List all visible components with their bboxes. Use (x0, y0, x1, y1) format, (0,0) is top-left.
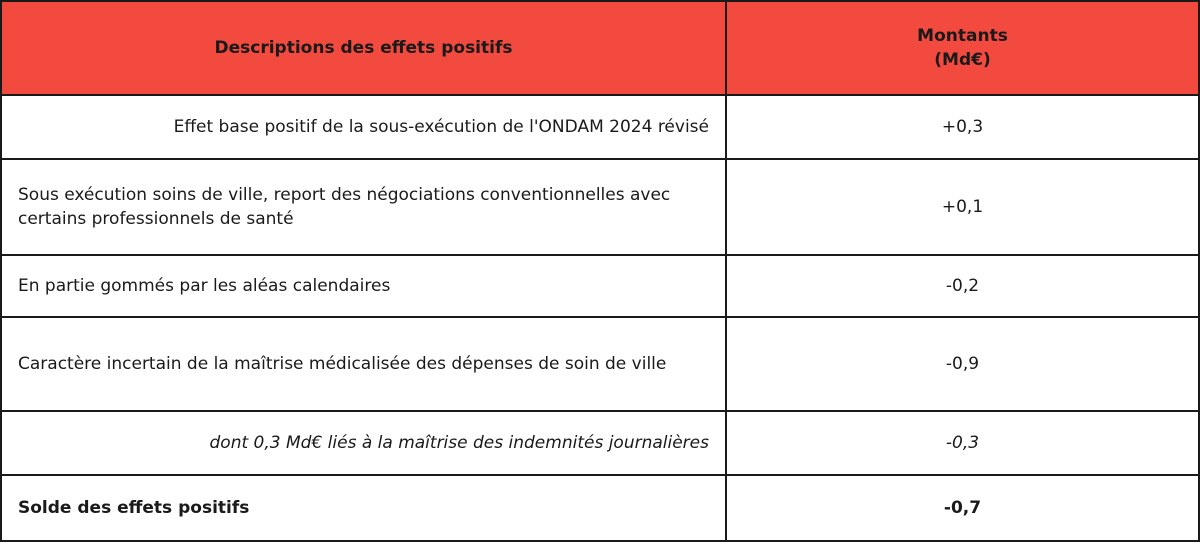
row-amount: -0,9 (726, 317, 1199, 411)
table-row (1, 159, 1199, 255)
table-row (1, 317, 1199, 411)
table-row (1, 411, 1199, 475)
total-description: Solde des effets positifs (1, 475, 726, 541)
row-description: En partie gommés par les aléas calendaires (1, 255, 726, 317)
row-amount: +0,3 (726, 95, 1199, 159)
total-row (1, 475, 1199, 541)
header-amount-label: Montants (917, 26, 1008, 46)
row-amount: -0,3 (726, 411, 1199, 475)
row-description: dont 0,3 Md€ liés à la maîtrise des indemnités journalières (1, 411, 726, 475)
header-amount-unit: (Md€) (934, 50, 991, 70)
row-description: Effet base positif de la sous-exécution de l'ONDAM 2024 révisé (1, 95, 726, 159)
row-amount: +0,1 (726, 159, 1199, 255)
table-header-row (1, 1, 1199, 95)
table-row (1, 95, 1199, 159)
row-amount: -0,2 (726, 255, 1199, 317)
table-row (1, 255, 1199, 317)
row-description: Caractère incertain de la maîtrise médicalisée des dépenses de soin de ville (1, 317, 726, 411)
header-description: Descriptions des effets positifs (1, 1, 726, 95)
header-amount (726, 1, 1199, 95)
total-amount: -0,7 (726, 475, 1199, 541)
row-description: Sous exécution soins de ville, report des négociations conventionnelles avec certains professionnels de santé (1, 159, 726, 255)
